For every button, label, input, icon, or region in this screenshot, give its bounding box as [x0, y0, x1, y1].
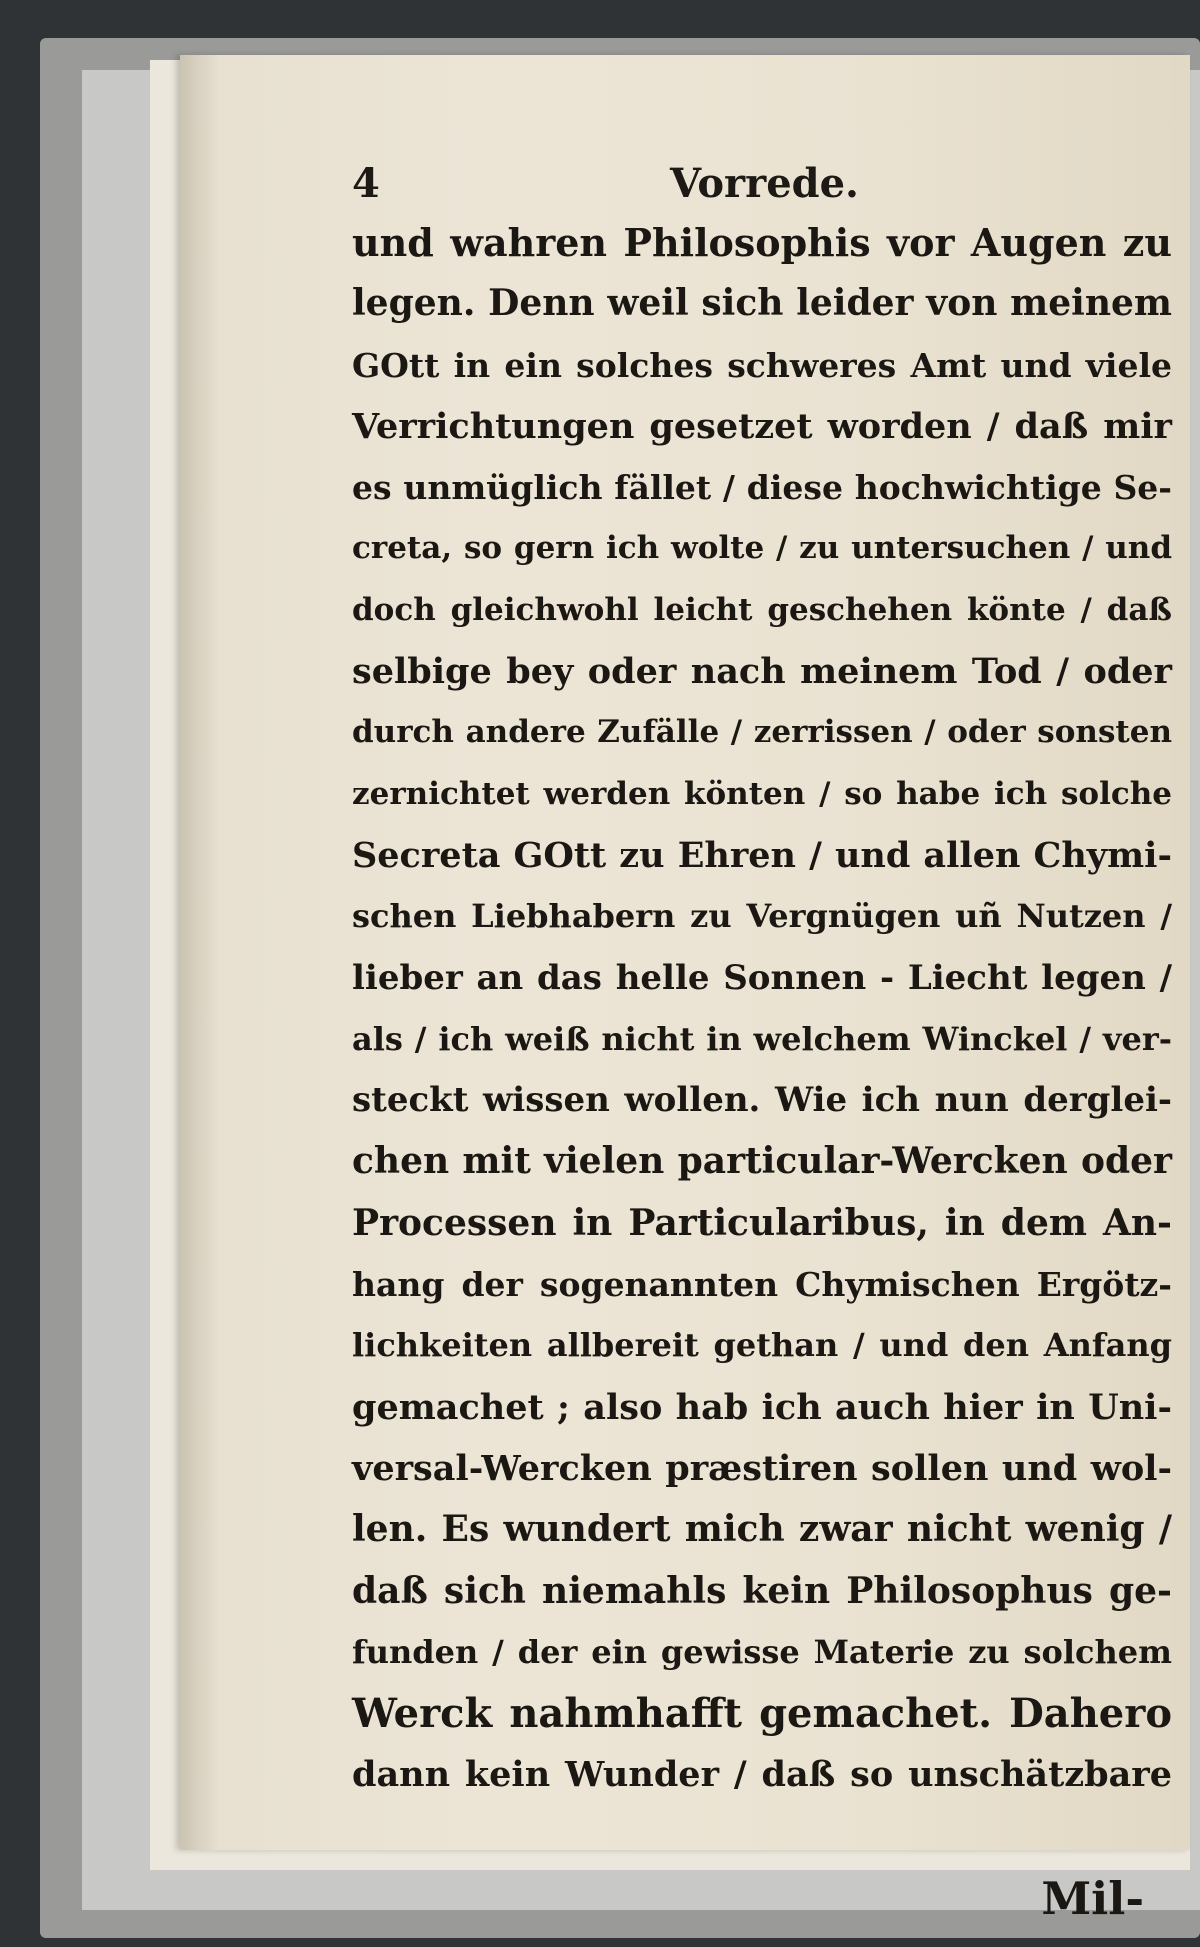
text-line: zernichtet werden könten / so habe ich solche — [352, 775, 1172, 812]
text-line: chen mit vielen particular-Wercken oder — [352, 1140, 1172, 1183]
body-text — [352, 212, 1172, 1925]
text-line: daß sich niemahls kein Philosophus ge- — [352, 1569, 1172, 1612]
text-line: schen Liebhabern zu Vergnügen uñ Nutzen / — [352, 897, 1172, 936]
text-line: funden / der ein gewisse Materie zu solchem — [352, 1632, 1172, 1671]
page-gutter-shadow — [180, 55, 220, 1850]
page-number: 4 — [352, 160, 380, 207]
text-line: durch andere Zufälle / zerrissen / oder sonsten — [352, 714, 1172, 751]
text-line: Verrichtungen gesetzet worden / daß mir — [352, 405, 1172, 447]
text-line: lieber an das helle Sonnen - Liecht legen / — [352, 957, 1172, 998]
text-line: steckt wissen wollen. Wie ich nun derglei- — [352, 1080, 1172, 1121]
text-line: es unmüglich fället / diese hochwichtige Se- — [352, 468, 1172, 508]
text-line: doch gleichwohl leicht geschehen könte / daß — [352, 591, 1172, 628]
text-line: Werck nahmhafft gemachet. Dahero — [352, 1690, 1172, 1738]
text-line: GOtt in ein solches schweres Amt und viele — [352, 345, 1172, 385]
text-line: lichkeiten allbereit gethan / und den Anfang — [352, 1326, 1172, 1365]
text-line: creta, so gern ich wolte / zu untersuchen / und — [352, 530, 1172, 567]
text-line: Processen in Particularibus, in dem An- — [352, 1201, 1172, 1244]
text-line: hang der sogenannten Chymischen Ergötz- — [352, 1265, 1172, 1305]
text-line: als / ich weiß nicht in welchem Winckel / ver- — [352, 1019, 1172, 1058]
text-line: und wahren Philosophis vor Augen zu — [352, 220, 1172, 265]
text-line: selbige bey oder nach meinem Tod / oder — [352, 651, 1172, 693]
text-line: versal-Wercken præstiren sollen und wol- — [352, 1447, 1172, 1489]
text-line: len. Es wundert mich zwar nicht wenig / — [352, 1508, 1172, 1551]
text-line: Secreta GOtt zu Ehren / und allen Chymi- — [352, 834, 1172, 876]
page-header — [352, 160, 1172, 220]
text-line: legen. Denn weil sich leider von meinem — [352, 282, 1172, 325]
catchword: Mil- — [1041, 1872, 1144, 1925]
text-line: dann kein Wunder / daß so unschätzbare — [352, 1754, 1172, 1796]
running-head: Vorrede. — [670, 160, 859, 207]
text-line: gemachet ; also hab ich auch hier in Uni- — [352, 1386, 1172, 1428]
